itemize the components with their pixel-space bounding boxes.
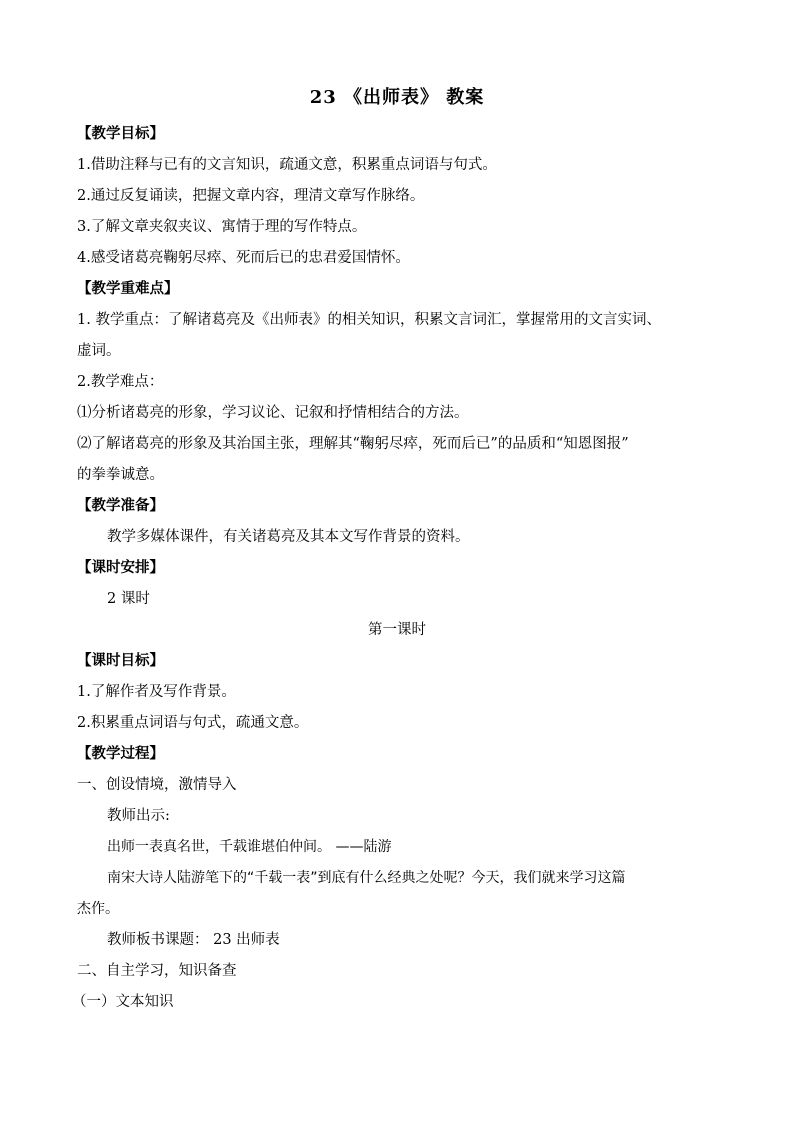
paragraph-line: 3.了解文章夹叙夹议、寓情于理的写作特点。: [77, 219, 367, 235]
paragraph-line: 虚词。: [77, 343, 121, 359]
document-title: 23 《出师表》 教案: [309, 87, 485, 108]
paragraph-line: ⑵了解诸葛亮的形象及其治国主张，理解其“鞠躬尽瘁，死而后已”的品质和“知恩图报”: [77, 436, 629, 452]
paragraph-line: 一、创设情境，激情导入: [77, 777, 237, 793]
paragraph-line: （一）文本知识: [72, 994, 174, 1010]
lesson-heading: 第一课时: [368, 622, 426, 638]
paragraph-line: 教师板书课题： 23 出师表: [107, 932, 280, 948]
paragraph-line: 4.感受诸葛亮鞠躬尽瘁、死而后已的忠君爱国情怀。: [77, 250, 410, 266]
paragraph-line: 杰作。: [77, 901, 119, 917]
section-heading-process: 【教学过程】: [77, 745, 164, 762]
paragraph-line: 2 课时: [107, 591, 150, 607]
section-heading-schedule: 【课时安排】: [77, 559, 164, 576]
paragraph-line: 教学多媒体课件，有关诸葛亮及其本文写作背景的资料。: [107, 529, 470, 545]
paragraph-line: 二、自主学习，知识备查: [77, 963, 237, 979]
section-heading-key-points: 【教学重难点】: [77, 280, 179, 297]
paragraph-line: 1.借助注释与已有的文言知识，疏通文意，积累重点词语与句式。: [77, 157, 497, 173]
paragraph-line: 2.教学难点：: [77, 374, 164, 390]
section-heading-preparation: 【教学准备】: [77, 497, 164, 514]
paragraph-line: 的拳拳诚意。: [77, 467, 164, 483]
paragraph-line: ⑴分析诸葛亮的形象，学习议论、记叙和抒情相结合的方法。: [77, 405, 469, 421]
paragraph-line: 1. 教学重点：了解诸葛亮及《出师表》的相关知识，积累文言词汇，掌握常用的文言实词、: [77, 312, 661, 328]
quote-line: 出师一表真名世，千载谁堪伯仲间。 ——陆游: [107, 839, 392, 855]
paragraph-line: 2.积累重点词语与句式，疏通文意。: [77, 715, 309, 731]
paragraph-line: 教师出示:: [107, 808, 170, 824]
paragraph-line: 南宋大诗人陆游笔下的“千载一表”到底有什么经典之处呢？今天，我们就来学习这篇: [107, 870, 626, 886]
paragraph-line: 2.通过反复诵读，把握文章内容，理清文章写作脉络。: [77, 188, 425, 204]
section-heading-objectives: 【教学目标】: [77, 125, 164, 142]
paragraph-line: 1.了解作者及写作背景。: [77, 684, 236, 700]
section-heading-lesson-objectives: 【课时目标】: [77, 652, 164, 669]
